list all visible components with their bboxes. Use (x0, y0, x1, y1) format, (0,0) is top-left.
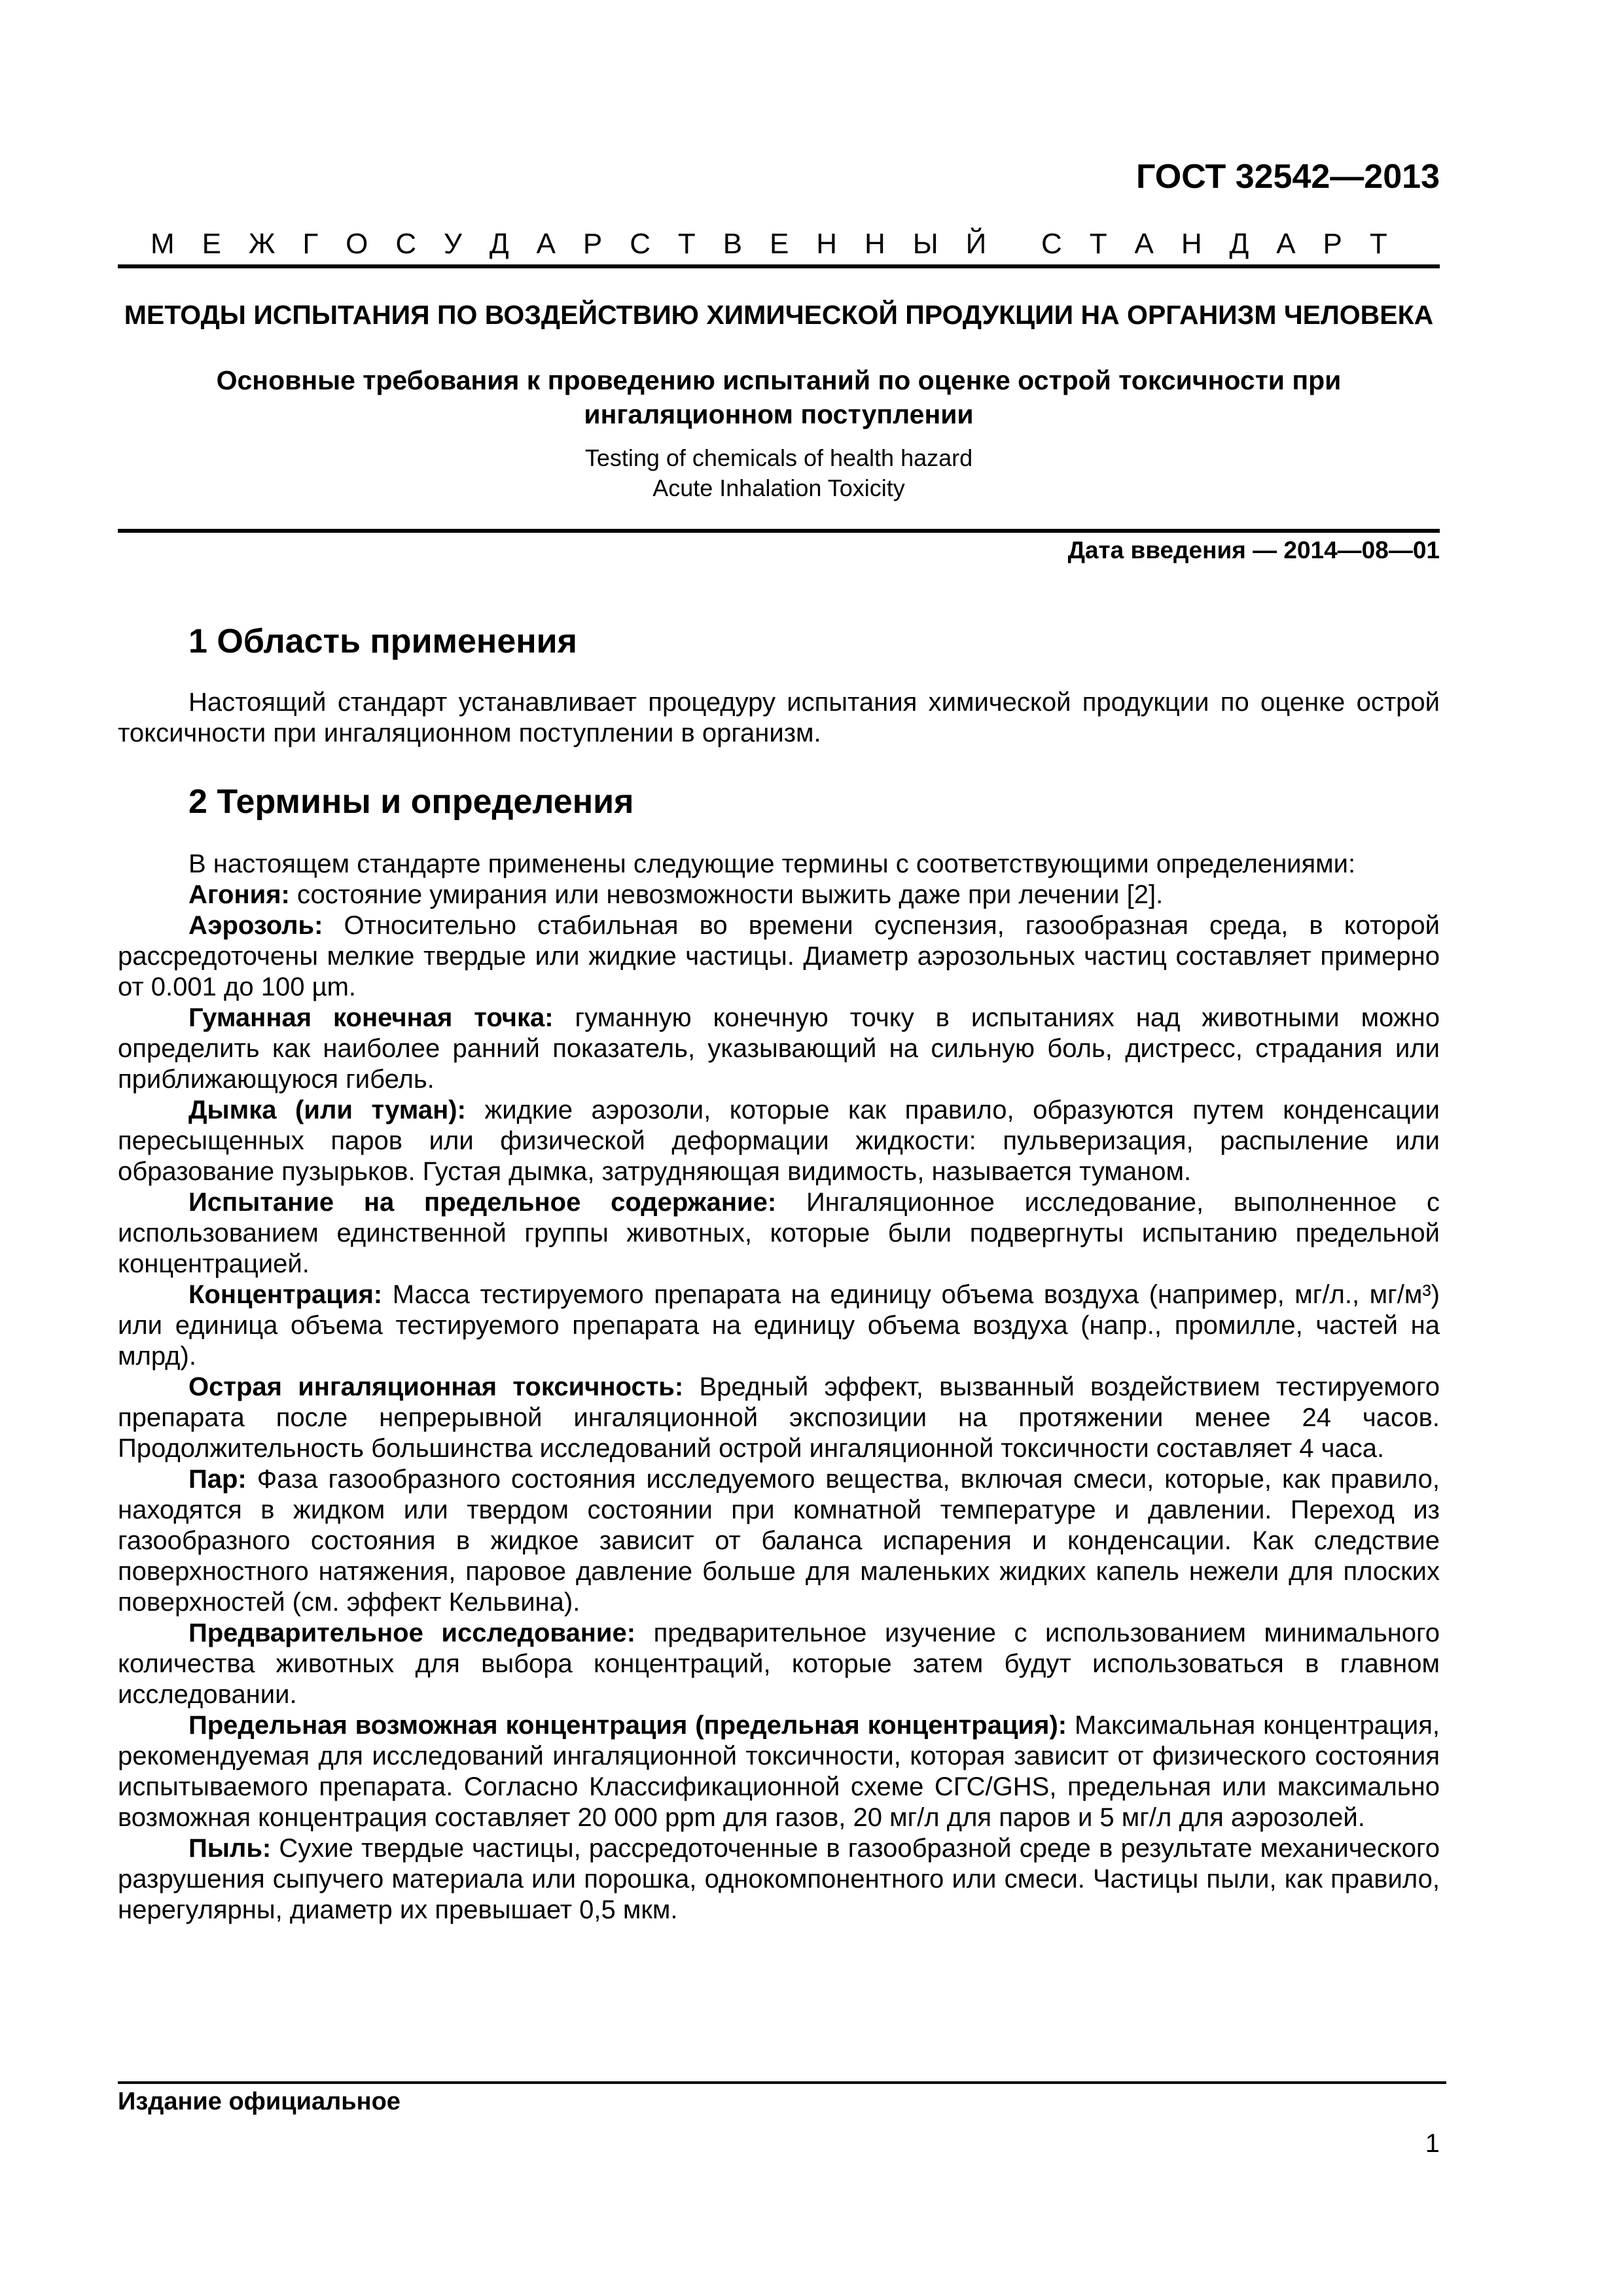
header-letter: Т (677, 228, 696, 260)
term-entry (118, 1618, 1440, 1710)
header-letter: Ж (248, 228, 276, 260)
term-definition: Вредный эффект, вызванный воздействием тестируемого препарата после непрерывной ингаляционной экспозиции на протяжении менее 24 часов. Продолжительность большинства исследований острой ингаляционной токсичности составляет 4 часа. (118, 1372, 1440, 1463)
page-number: 1 (1425, 2129, 1440, 2158)
document-title: МЕТОДЫ ИСПЫТАНИЯ ПО ВОЗДЕЙСТВИЮ ХИМИЧЕСКОЙ ПРОДУКЦИИ НА ОРГАНИЗМ ЧЕЛОВЕКА (124, 300, 1434, 330)
footer-rule (118, 2081, 1446, 2084)
term-entry (118, 1003, 1440, 1095)
term-name: Пар: (188, 1465, 247, 1494)
term-definition: Сухие твердые частицы, рассредоточенные в газообразной среде в результате механического разрушения сыпучего материала или порошка, однокомпонентного или смеси. Частицы пыли, как правило, нерегулярны, диаметр их превышает 0,5 мкм. (118, 1834, 1440, 1924)
header-letter: Г (302, 228, 319, 260)
header-rule (118, 264, 1440, 268)
header-letter: Р (582, 228, 603, 260)
term-name: Дымка (или туман): (188, 1096, 466, 1124)
header-letter: А (1134, 228, 1154, 260)
term-entry (118, 1187, 1440, 1280)
header-letter: Т (1089, 228, 1107, 260)
document-subtitle: Основные требования к проведению испытаний по оценке острой токсичности при ингаляционном поступлении (216, 365, 1342, 429)
term-name: Концентрация: (188, 1280, 383, 1309)
term-definition: Фаза газообразного состояния исследуемого вещества, включая смеси, которые, как правило, находятся в жидком или твердом состоянии при комнатной температуре и давлении. Переход из газообразного состояния в жидкое зависит от баланса испарения и конденсации. Как следствие поверхностного натяжения, паровое давление больше для маленьких жидких капель нежели для плоских поверхностей (см. эффект Кельвина). (118, 1465, 1440, 1617)
gost-number: ГОСТ 32542—2013 (1136, 158, 1440, 196)
header-letter: Д (489, 228, 509, 260)
term-definition: состояние умирания или невозможности выжить даже при лечении [2]. (289, 880, 1164, 909)
section-2-title: 2 Термины и определения (188, 783, 634, 821)
english-title (118, 443, 1440, 503)
header-letter: Р (1323, 228, 1342, 260)
edition-label: Издание официальное (118, 2088, 401, 2115)
term-definition: Ингаляционное исследование, выполненное с использованием единственной группы животных, которые были подвергнуты испытанию предельной концентрацией. (118, 1188, 1440, 1278)
term-name: Предварительное исследование: (188, 1619, 636, 1647)
header-letter: У (444, 228, 462, 260)
header-letter: Н (816, 228, 838, 260)
term-definition: жидкие аэрозоли, которые как правило, образуются путем конденсации пересыщенных паров или физической деформации жидкости: пульверизация, распыление или образование пузырьков. Густая дымка, затрудняющая видимость, называется туманом. (118, 1096, 1440, 1186)
section-2-intro: В настоящем стандарте применены следующие термины с соответствующими определениями: (188, 850, 1356, 878)
term-definition: Масса тестируемого препарата на единицу объема воздуха (например, мг/л., мг/м³) или единица объема тестируемого препарата на единицу объема воздуха (напр., промилле, частей на млрд). (118, 1280, 1440, 1371)
term-entry (118, 1280, 1440, 1372)
term-entry (118, 910, 1440, 1003)
header-letter: Д (1229, 228, 1249, 260)
header-letter: С (630, 228, 651, 260)
header-letter: О (346, 228, 368, 260)
header-letter: В (722, 228, 743, 260)
english-title-line: Testing of chemicals of health hazard (584, 444, 973, 471)
term-entry (118, 1372, 1440, 1464)
section-1-text: Настоящий стандарт устанавливает процедуру испытания химической продукции по оценке острой токсичности при ингаляционном поступлении в организм. (118, 688, 1440, 747)
term-name: Испытание на предельное содержание: (188, 1188, 777, 1217)
header-letter: Т (1369, 228, 1387, 260)
term-definition: гуманную конечную точку в испытаниях над животными можно определить как наиболее ранний показатель, указывающий на сильную боль, дистресс, страдания или приближающуюся гибель. (118, 1003, 1440, 1094)
title-rule (118, 529, 1440, 533)
header-letter: Е (770, 228, 789, 260)
term-name: Гуманная конечная точка: (188, 1003, 554, 1032)
term-definition: Относительно стабильная во времени суспензия, газообразная среда, в которой рассредоточены мелкие твердые или жидкие частицы. Диаметр аэрозольных частиц составляет примерно от 0.001 до 100 µm. (118, 911, 1440, 1001)
document-page (118, 0, 1440, 2296)
term-name: Аэрозоль: (188, 911, 323, 940)
term-entry (118, 1095, 1440, 1187)
terms-list (118, 880, 1440, 1926)
header-letter: А (536, 228, 556, 260)
header-letter: А (1276, 228, 1296, 260)
introduction-date: Дата введения — 2014—08—01 (1067, 537, 1440, 564)
term-name: Предельная возможная концентрация (предельная концентрация): (188, 1711, 1067, 1740)
section-1-title: 1 Область применения (188, 622, 577, 660)
header-letter: Н (864, 228, 885, 260)
header-letter: М (151, 228, 175, 260)
term-entry (118, 1464, 1440, 1618)
header-letter: С (1041, 228, 1062, 260)
term-definition: предварительное изучение с использованием минимального количества животных для выбора концентраций, которые затем будут использоваться в главном исследовании. (118, 1619, 1440, 1709)
interstate-standard-header (151, 228, 1387, 260)
header-letter: С (395, 228, 417, 260)
header-letter: Н (1181, 228, 1202, 260)
term-entry (118, 880, 1440, 910)
header-letter: Е (202, 228, 221, 260)
term-definition: Максимальная концентрация, рекомендуемая для исследований ингаляционной токсичности, которая зависит от физического состояния испытываемого препарата. Согласно Классификационной схеме СГС/GHS, предельная или максимально возможная концентрация составляет 20 000 ppm для газов, 20 мг/л для паров и 5 мг/л для аэрозолей. (118, 1711, 1440, 1832)
header-letter: Ы (912, 228, 938, 260)
term-entry (118, 1833, 1440, 1926)
english-title-line: Acute Inhalation Toxicity (652, 475, 905, 501)
term-entry (118, 1710, 1440, 1833)
term-name: Агония: (188, 880, 290, 909)
term-name: Пыль: (188, 1834, 272, 1863)
term-name: Острая ингаляционная токсичность: (188, 1372, 684, 1401)
header-letter: Й (965, 228, 987, 260)
